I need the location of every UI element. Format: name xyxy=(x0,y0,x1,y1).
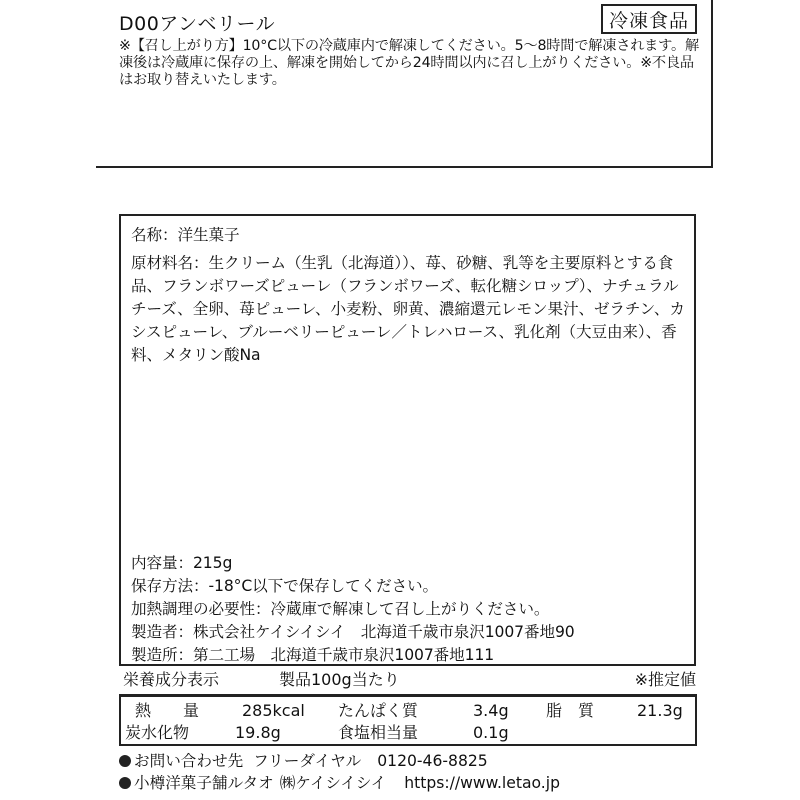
seller-name: 小樽洋菓子舗ルタオ xyxy=(134,774,274,792)
storage-method: 保存方法：-18°C以下で保存してください。 xyxy=(131,577,439,595)
bullet-icon xyxy=(119,777,131,789)
nutrition-header xyxy=(119,668,698,692)
protein-value: 3.4g xyxy=(473,701,509,720)
product-name: 名称：洋生菓子 xyxy=(131,226,240,244)
frozen-food-badge: 冷凍食品 xyxy=(601,4,697,34)
energy-label: 熱 量 xyxy=(135,701,200,720)
ingredients-list: 原材料名：生クリーム（生乳（北海道））、苺、砂糖、乳等を主要原料とする食品、フランボワーズピューレ（フランボワーズ、転化糖シロップ）、ナチュラルチーズ、全卵、苺ピューレ、小麦粉、卵黄、濃縮還元レモン果汁、ゼラチン、カシスピューレ、ブルーベリーピューレ／トレハロース、乳化剤（大豆由来）、香料、メタリン酸Na xyxy=(131,254,685,364)
directions-text: ※【召し上がり方】10°C以下の冷蔵庫内で解凍してください。5～8時間で解凍されます。解凍後は冷蔵庫に保存の上、解凍を開始してから24時間以内に召し上がりください。※不良品はお取り替えいたします。 xyxy=(119,38,699,88)
product-title: D00アンベリール xyxy=(119,13,276,35)
website-url: https://www.letao.jp xyxy=(404,774,560,792)
estimate-note: ※推定値 xyxy=(634,670,696,689)
fat-value: 21.3g xyxy=(637,701,683,720)
net-volume: 内容量：215g xyxy=(131,554,233,572)
bullet-icon xyxy=(119,755,131,767)
carbohydrate-label: 炭水化物 xyxy=(125,723,190,742)
seller-line xyxy=(119,773,560,793)
protein-label: たんぱく質 xyxy=(338,701,419,720)
manufacturer: 製造者：株式会社ケイシイシイ 北海道千歳市泉沢1007番地90 xyxy=(131,623,575,641)
nutrition-table xyxy=(119,694,697,746)
phone-number: 0120-46-8825 xyxy=(377,752,488,770)
product-info-box xyxy=(119,214,696,666)
contact-line xyxy=(119,751,488,771)
nutrition-title: 栄養成分表示 xyxy=(123,670,220,689)
nutrition-basis: 製品100g当たり xyxy=(279,670,400,689)
contact-label: お問い合わせ先 xyxy=(134,752,244,770)
salt-value: 0.1g xyxy=(473,723,509,742)
company-name: ㈱ケイシイシイ xyxy=(279,774,387,792)
heating-requirement: 加熱調理の必要性：冷蔵庫で解凍して召し上がりください。 xyxy=(131,600,550,618)
fat-label: 脂 質 xyxy=(546,701,595,720)
salt-label: 食塩相当量 xyxy=(338,723,419,742)
carbohydrate-value: 19.8g xyxy=(235,723,281,742)
energy-value: 285kcal xyxy=(242,701,305,720)
freedial-label: フリーダイヤル xyxy=(253,752,362,770)
production-plant: 製造所：第二工場 北海道千歳市泉沢1007番地111 xyxy=(131,646,495,664)
